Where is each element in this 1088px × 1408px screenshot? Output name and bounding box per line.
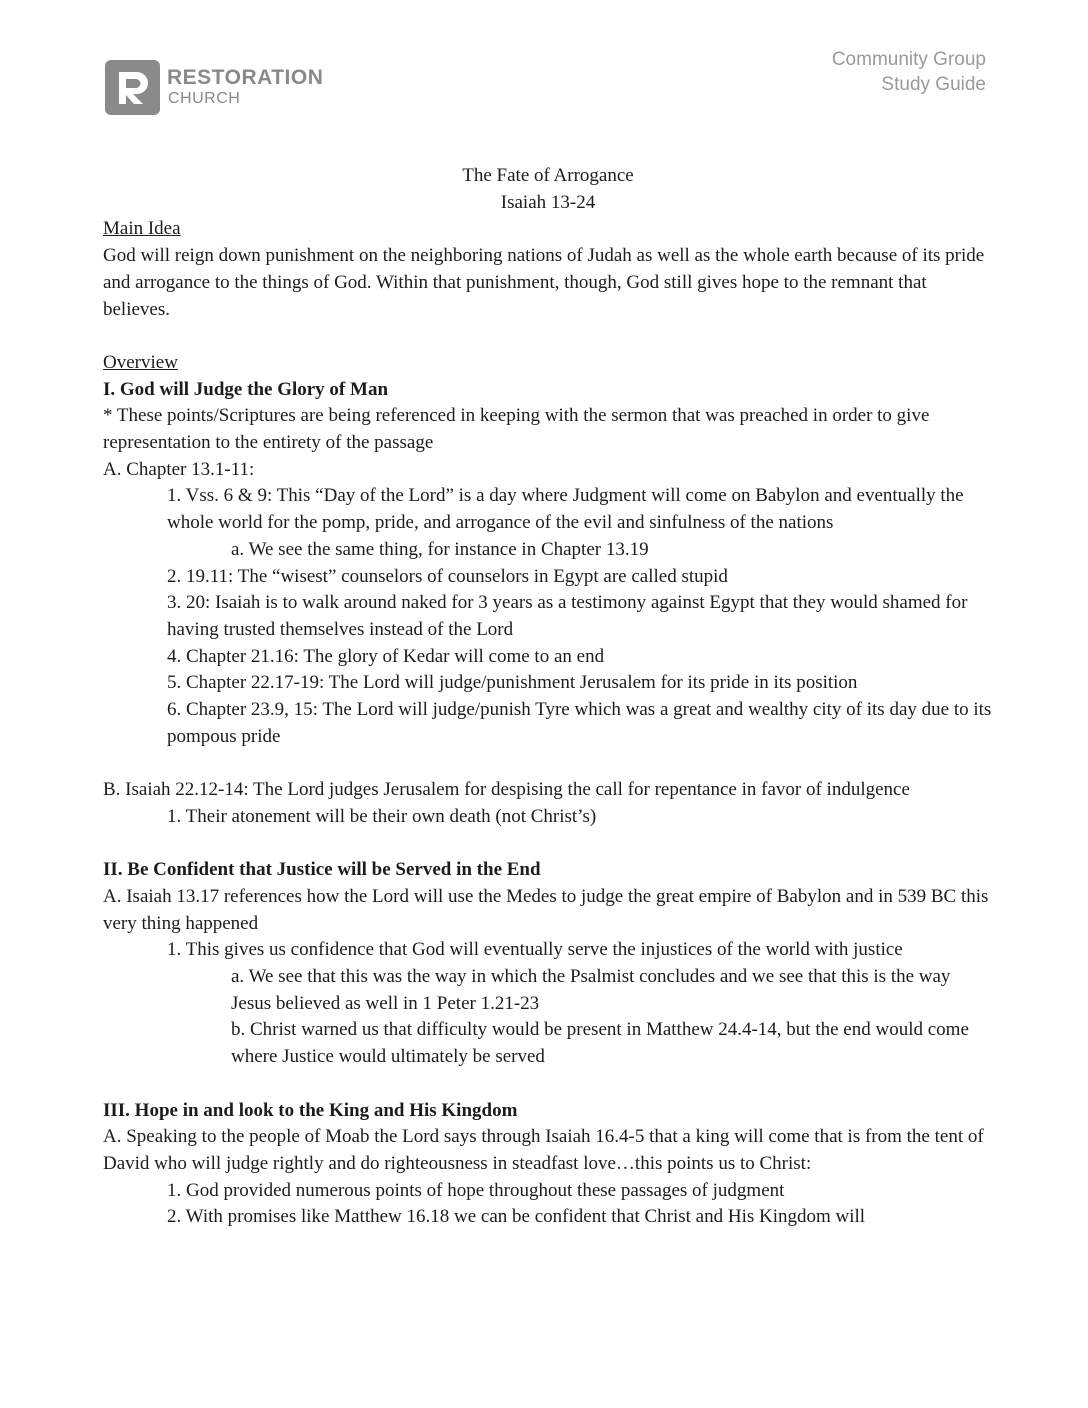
section-3-heading: III. Hope in and look to the King and His Kingdom [103, 1099, 518, 1121]
corner-line-2: Study Guide [881, 74, 986, 95]
section-1-point-a3: 3. 20: Isaiah is to walk around naked for 3 years as a testimony against Egypt that they would shamed for having trusted themselves instead of the Lord [167, 592, 968, 640]
section-2-point-a1: 1. This gives us confidence that God will eventually serve the injustices of the world with justice [167, 939, 903, 961]
section-1-point-a1a: a. We see the same thing, for instance in Chapter 13.19 [231, 538, 649, 560]
study-guide-body [103, 163, 993, 1231]
section-1-point-b: B. Isaiah 22.12-14: The Lord judges Jerusalem for despising the call for repentance in favor of indulgence [103, 779, 910, 801]
section-3-point-a1: 1. God provided numerous points of hope throughout these passages of judgment [167, 1179, 785, 1201]
section-1-point-a1: 1. Vss. 6 & 9: This “Day of the Lord” is a day where Judgment will come on Babylon and eventually the whole world for the pomp, pride, and arrogance of the evil and sinfulness of the nations [167, 485, 964, 534]
main-idea-heading: Main Idea [103, 218, 181, 240]
section-1-note: * These points/Scriptures are being referenced in keeping with the sermon that was preached in order to give representation to the entirety of the passage [103, 405, 930, 454]
section-2-point-a1a: a. We see that this was the way in which the Psalmist concludes and we see that this is the way Jesus believed as well in 1 Peter 1.21-23 [231, 966, 951, 1014]
overview-heading: Overview [103, 351, 178, 373]
section-3-point-a: A. Speaking to the people of Moab the Lord says through Isaiah 16.4-5 that a king will come that is from the tent of David who will judge rightly and do righteousness in steadfast love…this points us to Christ: [103, 1126, 984, 1174]
church-logo [105, 60, 335, 120]
section-2-point-a1b: b. Christ warned us that difficulty would be present in Matthew 24.4-14, but the end would come where Justice would ultimately be served [231, 1019, 969, 1068]
logo-text-restoration: RESTORATION [167, 66, 324, 89]
document-type-label [832, 47, 986, 97]
logo-text-church: CHURCH [168, 90, 241, 107]
section-1-point-a6: 6. Chapter 23.9, 15: The Lord will judge/punish Tyre which was a great and wealthy city of its day due to its pompous pride [167, 699, 992, 747]
section-1-point-a2: 2. 19.11: The “wisest” counselors of counselors in Egypt are called stupid [167, 565, 728, 587]
section-1-heading: I. God will Judge the Glory of Man [103, 378, 389, 400]
section-1-point-a: A. Chapter 13.1-11: [103, 458, 255, 480]
logo-r-icon [105, 60, 160, 115]
corner-line-1: Community Group [831, 49, 986, 70]
section-1-point-b1: 1. Their atonement will be their own death (not Christ’s) [167, 805, 597, 827]
section-2-heading: II. Be Confident that Justice will be Served in the End [103, 859, 541, 881]
section-3-point-a2: 2. With promises like Matthew 16.18 we can be confident that Christ and His Kingdom will [167, 1206, 866, 1228]
main-idea-text: God will reign down punishment on the neighboring nations of Judah as well as the whole earth because of its pride and arrogance to the things of God. Within that punishment, though, God still gives hope to the remnant that believes. [103, 245, 985, 320]
doc-title: The Fate of Arrogance [462, 165, 634, 186]
section-1-point-a4: 4. Chapter 21.16: The glory of Kedar will come to an end [167, 645, 605, 667]
doc-subtitle: Isaiah 13-24 [500, 191, 596, 213]
section-2-point-a: A. Isaiah 13.17 references how the Lord will use the Medes to judge the great empire of Babylon and in 539 BC this very thing happened [103, 885, 989, 934]
section-1-point-a5: 5. Chapter 22.17-19: The Lord will judge/punishment Jerusalem for its pride in its position [167, 672, 858, 694]
